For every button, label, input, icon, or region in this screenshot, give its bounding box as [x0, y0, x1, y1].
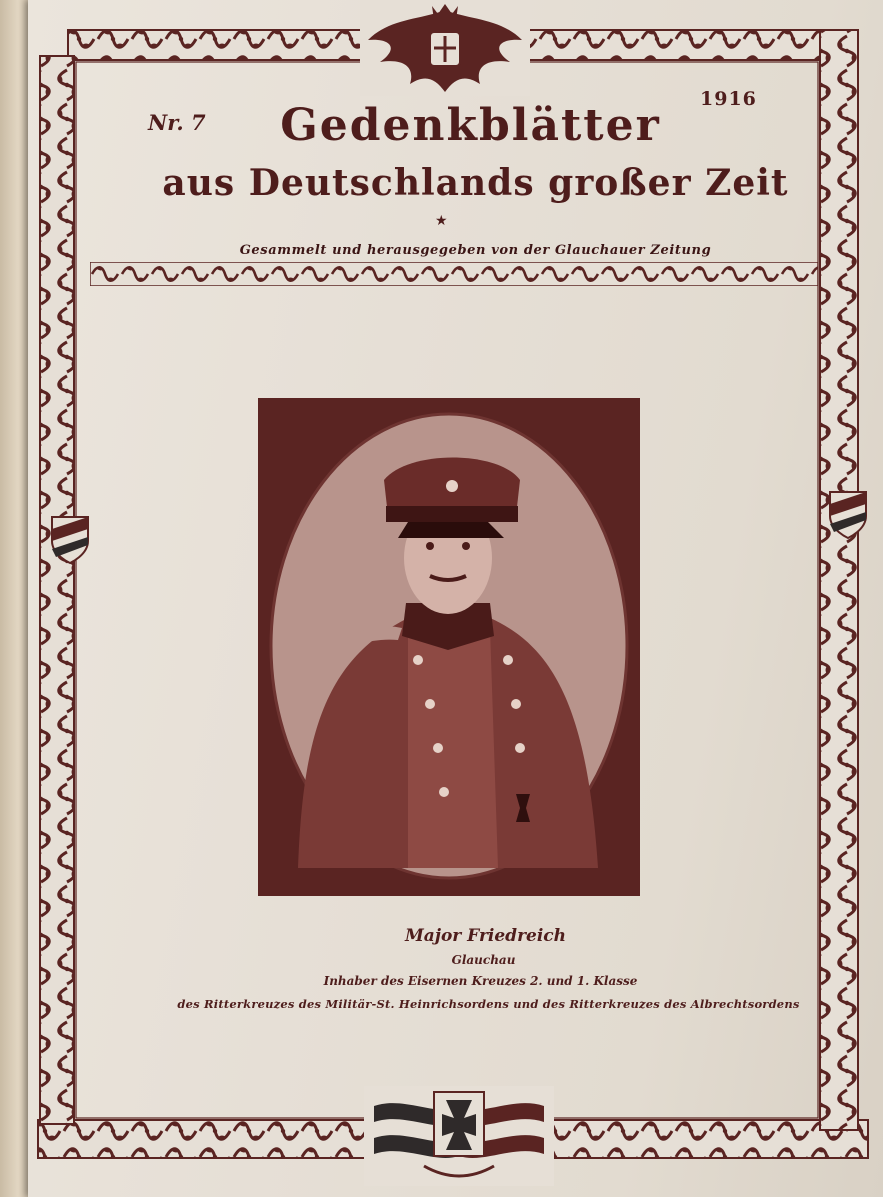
magazine-page	[28, 0, 883, 1197]
publisher-line: Gesammelt und herausgegeben von der Glauchauer Zeitung	[239, 243, 712, 258]
header-divider	[90, 262, 818, 286]
issue-number: Nr. 7	[148, 110, 206, 135]
decoration-line-1: Inhaber des Eisernen Kreuzes 2. und 1. Klasse	[323, 974, 638, 988]
decoration-line-2: des Ritterkreuzes des Militär-St. Heinrichsordens und des Ritterkreuzes des Albrechtsordens	[177, 997, 800, 1011]
star-ornament-icon: ★	[435, 213, 448, 229]
page-title: Gedenkblätter	[280, 100, 661, 151]
subject-place: Glauchau	[451, 953, 516, 967]
officer-portrait	[258, 398, 640, 896]
striped-shield-icon	[50, 515, 90, 565]
eagle-crest-icon	[360, 0, 530, 96]
page-subtitle: aus Deutschlands großer Zeit	[162, 162, 789, 204]
iron-cross-flags-icon	[364, 1086, 554, 1186]
subject-name: Major Friedreich	[404, 926, 567, 946]
striped-shield-icon	[828, 490, 868, 540]
issue-year: 1916	[700, 88, 757, 110]
